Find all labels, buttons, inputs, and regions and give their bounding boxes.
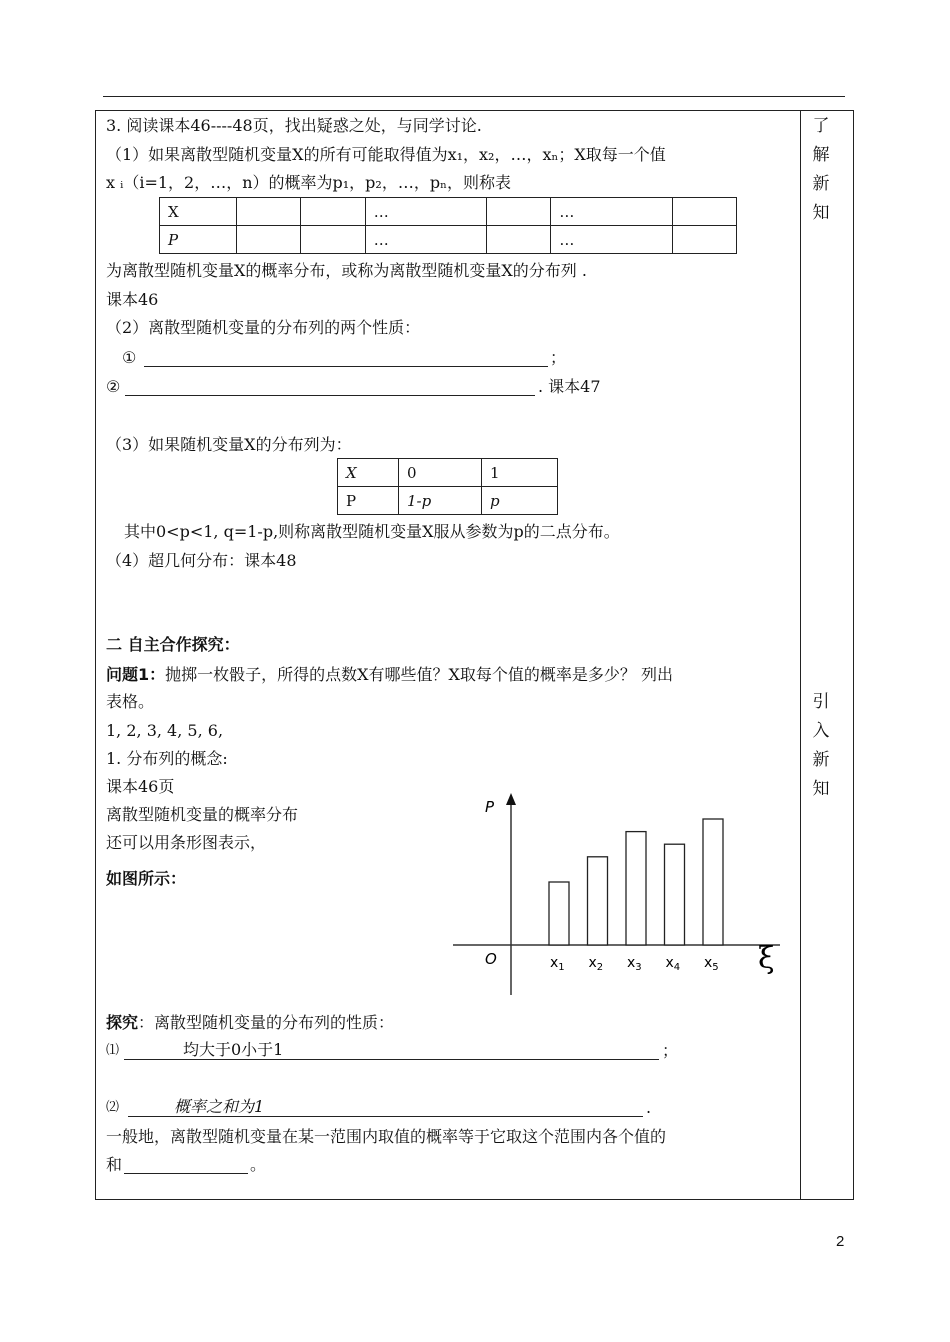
table-cell [301, 198, 365, 226]
table-cell: … [365, 198, 486, 226]
q1-text2: 表格。 [106, 692, 155, 711]
explore-label: 探究 [106, 1013, 139, 1032]
dice-values: 1, 2, 3, 4, 5, 6, [106, 721, 224, 740]
table-cell: P [160, 226, 237, 254]
p3: （3）如果随机变量X的分布列为： [106, 435, 352, 454]
general2-a: 和 [106, 1155, 123, 1174]
general2-b: 。 [250, 1155, 267, 1174]
table-cell [486, 226, 550, 254]
bar-x2 [588, 857, 608, 945]
bar-x1 [549, 882, 569, 945]
table-cell: 1-p [399, 487, 482, 515]
bar-x5 [703, 819, 723, 945]
p3-after: 其中0<p<1, q=1-p,则称离散型随机变量X服从参数为p的二点分布。 [124, 522, 620, 541]
table-cell [237, 198, 301, 226]
table-cell: … [365, 226, 486, 254]
header-rule [103, 96, 845, 97]
concept: 1. 分布列的概念: [106, 749, 228, 768]
prop1-mark: ① [122, 348, 137, 367]
table-cell [672, 198, 736, 226]
x-tick-label: $x_2$ [588, 955, 604, 973]
p1-line2: x ᵢ（i=1，2，…，n）的概率为p₁，p₂，…，pₙ，则称表 [106, 173, 511, 192]
p4: （4）超几何分布：课本48 [106, 551, 297, 570]
table-cell: … [551, 198, 672, 226]
general1: 一般地，离散型随机变量在某一范围内取值的概率等于它取这个范围内各个值的 [106, 1127, 667, 1146]
q1-label: 问题1： [106, 665, 166, 684]
table-row [160, 198, 737, 226]
table-cell: P [338, 487, 399, 515]
prop2-mark: ② [106, 377, 121, 396]
table-row [160, 226, 737, 254]
desc1: 离散型随机变量的概率分布 [106, 805, 299, 824]
q1-text: 抛掷一枚骰子，所得的点数X有哪些值？X取每个值的概率是多少？ 列出 [165, 665, 674, 684]
prop2-end: . 课本47 [538, 377, 601, 396]
table-cell [672, 226, 736, 254]
table-cell [301, 226, 365, 254]
side-label-bottom: 引入新知 [812, 692, 830, 799]
y-axis-label: P [485, 798, 495, 816]
side-label-top: 了解新知 [812, 116, 830, 223]
desc2: 还可以用条形图表示， [106, 833, 267, 852]
origin-label: O [485, 950, 497, 968]
x-axis-label: ξ [758, 941, 775, 976]
p2: （2）离散型随机变量的分布列的两个性质： [106, 318, 421, 337]
distribution-table [159, 197, 737, 254]
p1-line1: （1）如果离散型随机变量X的所有可能取得值为x₁，x₂，…，xₙ；X取每一个值 [106, 145, 666, 164]
page-number: 2 [836, 1233, 845, 1250]
e1-mark: ⑴ [106, 1043, 120, 1058]
bar-x4 [665, 844, 685, 945]
e2-mark: ⑵ [106, 1100, 120, 1115]
bar-x3 [626, 832, 646, 945]
table-cell: 1 [482, 459, 558, 487]
table-row [338, 459, 558, 487]
x-tick-label: $x_1$ [550, 955, 565, 973]
table-cell: 0 [399, 459, 482, 487]
e2-end: . [646, 1098, 652, 1117]
two-point-table [337, 458, 558, 515]
table-cell: X [160, 198, 237, 226]
explore-text: ：离散型随机变量的分布列的性质： [138, 1013, 395, 1032]
p1-after: 为离散型随机变量X的概率分布，或称为离散型随机变量X的分布列 . [106, 261, 587, 280]
x-tick-label: $x_3$ [627, 955, 642, 973]
table-cell [237, 226, 301, 254]
prop1-blank[interactable] [144, 366, 548, 367]
concept-ref: 课本46页 [106, 777, 175, 796]
ref-46: 课本46 [106, 290, 159, 309]
section3-title: 3. 阅读课本46----48页，找出疑惑之处，与同学讨论. [106, 116, 482, 135]
e1-answer[interactable]: 均大于0小于1 [183, 1040, 284, 1059]
x-tick-label: $x_5$ [704, 955, 719, 973]
figure-caption: 如图所示： [106, 869, 187, 888]
table-cell: p [482, 487, 558, 515]
section2-heading: 二 自主合作探究： [106, 635, 240, 654]
general-blank[interactable] [124, 1173, 248, 1174]
table-cell [486, 198, 550, 226]
prop2-blank[interactable] [125, 395, 535, 396]
prop1-end: ； [550, 348, 567, 367]
e2-answer[interactable]: 概率之和为1 [174, 1097, 265, 1116]
bar-chart [440, 780, 800, 1005]
table-row [338, 487, 558, 515]
e1-end: ； [662, 1041, 679, 1060]
column-divider [800, 110, 801, 1200]
table-cell: … [551, 226, 672, 254]
x-tick-label: $x_4$ [665, 955, 681, 973]
y-axis-arrow [506, 793, 516, 805]
table-cell: X [338, 459, 399, 487]
